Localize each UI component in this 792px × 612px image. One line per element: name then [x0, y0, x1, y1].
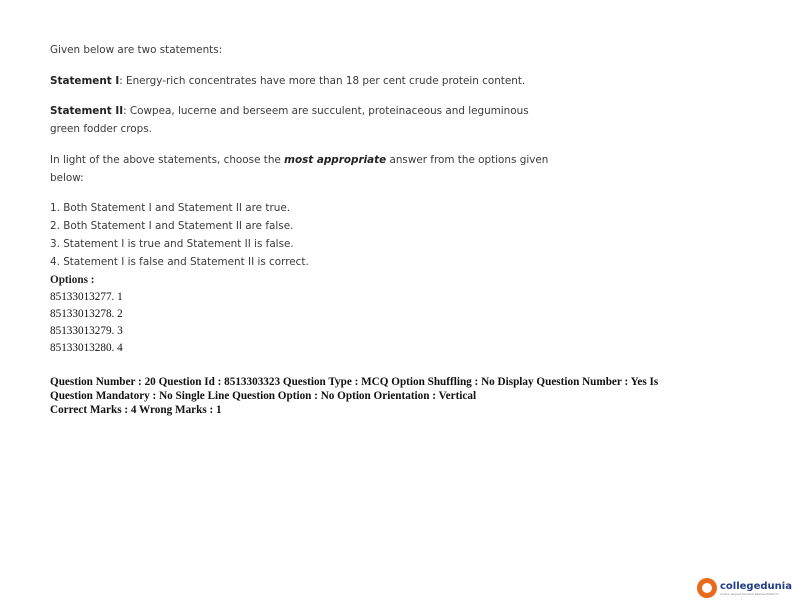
metadata-line: Correct Marks : 4 Wrong Marks : 1	[50, 404, 222, 416]
prompt-line-two: below:	[50, 172, 84, 184]
statement-one	[50, 72, 560, 90]
choice-item: 2. Both Statement I and Statement II are false.	[50, 220, 294, 232]
options-section	[50, 272, 560, 357]
question-intro	[50, 41, 560, 59]
intro-text: Given below are two statements:	[50, 44, 223, 56]
option-item: 85133013279. 3	[50, 325, 123, 337]
collegedunia-logo	[697, 578, 792, 598]
logo-text	[720, 581, 792, 596]
statement-one-label: Statement I	[50, 75, 120, 87]
logo-emblem-icon	[697, 578, 717, 598]
option-item: 85133013278. 2	[50, 308, 123, 320]
option-item: 85133013277. 1	[50, 291, 123, 303]
options-heading: Options :	[50, 274, 95, 286]
metadata-line: Question Mandatory : No Single Line Question Option : No Option Orientation : Vertical	[50, 390, 477, 402]
prompt-before: In light of the above statements, choose the	[50, 154, 285, 166]
logo-name: collegedunia	[720, 580, 792, 592]
statement-two	[50, 102, 560, 138]
question-metadata	[50, 375, 730, 417]
logo-tagline: India's largest Student Review Platform	[720, 591, 780, 596]
option-item: 85133013280. 4	[50, 342, 123, 354]
statement-two-label: Statement II	[50, 105, 124, 117]
question-prompt	[50, 151, 560, 187]
choice-item: 1. Both Statement I and Statement II are true.	[50, 202, 291, 214]
choice-item: 4. Statement I is false and Statement II is correct.	[50, 256, 309, 268]
statement-one-text: : Energy-rich concentrates have more than 18 per cent crude protein content.	[119, 75, 526, 87]
choice-list	[50, 199, 560, 271]
prompt-after: answer from the options given	[386, 154, 549, 166]
statement-two-text-cont: green fodder crops.	[50, 123, 152, 135]
statement-two-text: : Cowpea, lucerne and berseem are succulent, proteinaceous and leguminous	[123, 105, 529, 117]
prompt-emphasis: most appropriate	[284, 154, 387, 166]
metadata-line: Question Number : 20 Question Id : 8513303323 Question Type : MCQ Option Shuffling : No Display Question Number : Yes Is	[50, 376, 659, 388]
choice-item: 3. Statement I is true and Statement II is false.	[50, 238, 294, 250]
